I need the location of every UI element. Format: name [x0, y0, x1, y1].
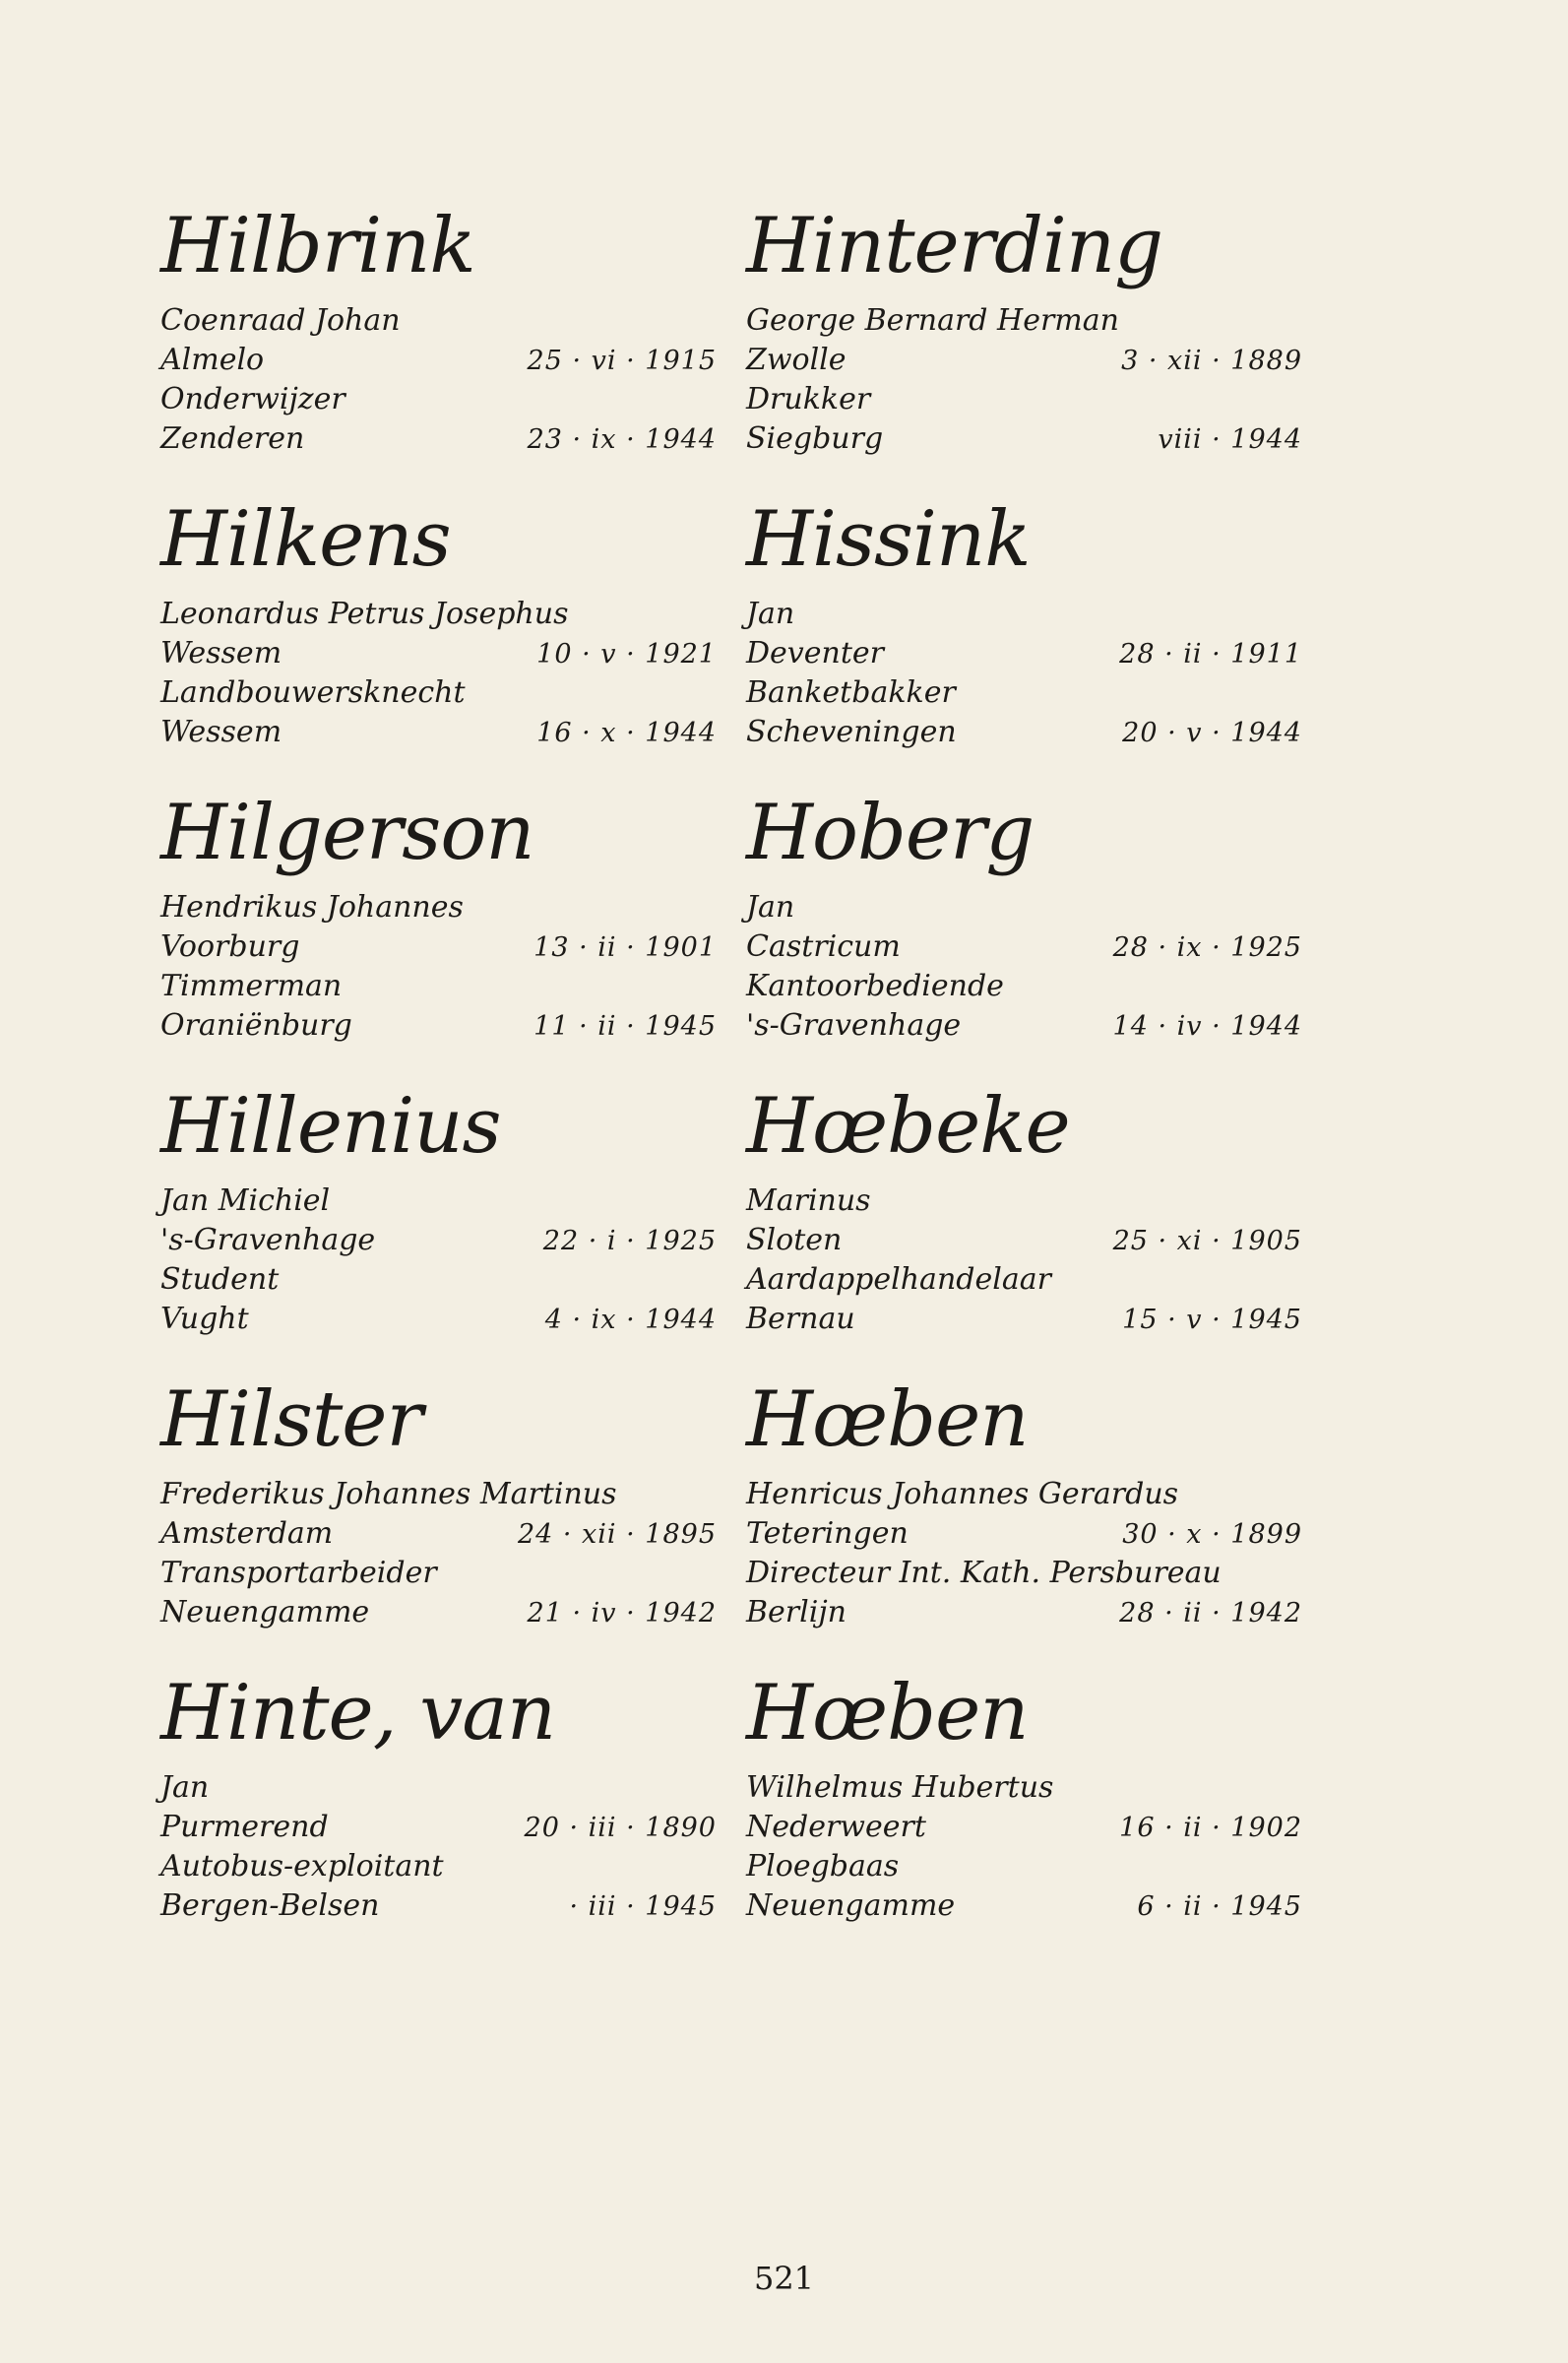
detail-text: Vught — [160, 1302, 249, 1336]
detail-line — [160, 1262, 717, 1302]
detail-line — [160, 1810, 717, 1849]
detail-line — [160, 303, 717, 343]
person-details — [746, 1183, 1302, 1341]
detail-date: 4 · ix · 1944 — [544, 1305, 717, 1335]
detail-line — [746, 1770, 1302, 1810]
detail-line — [160, 1223, 717, 1262]
detail-line — [746, 1810, 1302, 1849]
surname-heading: Hilkens — [160, 495, 451, 584]
detail-line — [746, 636, 1302, 675]
detail-date: 10 · v · 1921 — [536, 639, 717, 670]
detail-date: 3 · xii · 1889 — [1121, 346, 1302, 376]
detail-text: Bernau — [746, 1302, 855, 1336]
person-entry — [746, 784, 1302, 1077]
detail-text: Jan — [160, 1770, 210, 1805]
detail-text: Banketbakker — [746, 675, 956, 710]
detail-text: Teteringen — [746, 1516, 909, 1551]
detail-text: Coenraad Johan — [160, 303, 401, 338]
detail-date: 20 · iii · 1890 — [524, 1813, 717, 1843]
detail-line — [160, 890, 717, 929]
detail-date: 24 · xii · 1895 — [517, 1519, 717, 1550]
detail-line — [746, 1302, 1302, 1341]
person-entry — [746, 490, 1302, 784]
person-details — [746, 597, 1302, 754]
detail-date: 25 · xi · 1905 — [1112, 1226, 1302, 1256]
surname-heading: Hilbrink — [160, 202, 475, 290]
person-details — [160, 303, 717, 461]
detail-line — [160, 1595, 717, 1634]
detail-date: 6 · ii · 1945 — [1137, 1891, 1302, 1922]
person-details — [746, 890, 1302, 1048]
surname-heading: Hinte, van — [160, 1669, 556, 1757]
detail-date: 11 · ii · 1945 — [533, 1011, 717, 1042]
detail-date: 28 · ii · 1911 — [1119, 639, 1302, 670]
detail-line — [160, 1556, 717, 1595]
detail-text: Siegburg — [746, 421, 884, 456]
detail-text: Jan Michiel — [160, 1183, 331, 1218]
detail-date: 14 · iv · 1944 — [1112, 1011, 1302, 1042]
detail-line — [746, 1849, 1302, 1888]
detail-date: · iii · 1945 — [569, 1891, 717, 1922]
person-entry — [746, 1077, 1302, 1371]
detail-text: Oraniënburg — [160, 1008, 352, 1043]
detail-text: Nederweert — [746, 1810, 926, 1844]
detail-date: 15 · v · 1945 — [1122, 1305, 1302, 1335]
detail-line — [746, 675, 1302, 715]
detail-line — [160, 675, 717, 715]
detail-line — [746, 303, 1302, 343]
detail-text: 's-Gravenhage — [160, 1223, 376, 1257]
detail-line — [160, 1888, 717, 1928]
detail-line — [746, 1477, 1302, 1516]
detail-date: viii · 1944 — [1158, 424, 1302, 455]
detail-text: Onderwijzer — [160, 382, 345, 416]
detail-line — [746, 890, 1302, 929]
detail-text: Neuengamme — [746, 1888, 956, 1923]
detail-text: Aardappelhandelaar — [746, 1262, 1051, 1297]
person-entry — [746, 1664, 1302, 1957]
surname-heading: Hœbeke — [746, 1082, 1070, 1171]
detail-date: 20 · v · 1944 — [1122, 718, 1302, 748]
detail-line — [160, 1183, 717, 1223]
detail-line — [160, 969, 717, 1008]
person-details — [746, 303, 1302, 461]
surname-heading: Hillenius — [160, 1082, 501, 1171]
detail-line — [160, 382, 717, 421]
person-details — [160, 1770, 717, 1928]
detail-line — [746, 1183, 1302, 1223]
person-entry — [746, 197, 1302, 490]
person-details — [160, 1183, 717, 1341]
person-details — [160, 890, 717, 1048]
detail-text: Leonardus Petrus Josephus — [160, 597, 569, 631]
detail-line — [746, 1556, 1302, 1595]
person-entry — [746, 1371, 1302, 1664]
person-details — [160, 597, 717, 754]
person-entry — [160, 197, 717, 490]
detail-date: 16 · x · 1944 — [536, 718, 717, 748]
detail-text: Henricus Johannes Gerardus — [746, 1477, 1179, 1511]
detail-text: Amsterdam — [160, 1516, 334, 1551]
detail-text: Jan — [746, 890, 795, 925]
detail-text: Zwolle — [746, 343, 847, 377]
detail-date: 22 · i · 1925 — [542, 1226, 717, 1256]
detail-text: Bergen-Belsen — [160, 1888, 380, 1923]
detail-line — [746, 343, 1302, 382]
detail-line — [746, 1888, 1302, 1928]
detail-text: Frederikus Johannes Martinus — [160, 1477, 617, 1511]
detail-text: Almelo — [160, 343, 265, 377]
detail-line — [746, 597, 1302, 636]
detail-line — [746, 969, 1302, 1008]
detail-line — [160, 715, 717, 754]
page-number: 521 — [753, 2260, 815, 2297]
detail-text: George Bernard Herman — [746, 303, 1119, 338]
detail-text: Directeur Int. Kath. Persbureau — [746, 1556, 1222, 1590]
person-entry — [160, 490, 717, 784]
detail-date: 13 · ii · 1901 — [533, 932, 717, 963]
detail-line — [160, 1849, 717, 1888]
detail-line — [160, 597, 717, 636]
detail-line — [160, 1477, 717, 1516]
person-entry — [160, 784, 717, 1077]
detail-date: 25 · vi · 1915 — [527, 346, 717, 376]
detail-line — [160, 1302, 717, 1341]
person-details — [746, 1477, 1302, 1634]
detail-text: Transportarbeider — [160, 1556, 437, 1590]
detail-line — [746, 382, 1302, 421]
detail-line — [746, 1223, 1302, 1262]
detail-line — [160, 636, 717, 675]
person-details — [160, 1477, 717, 1634]
detail-text: Wessem — [160, 715, 282, 749]
detail-text: Neuengamme — [160, 1595, 370, 1629]
detail-text: Marinus — [746, 1183, 871, 1218]
detail-line — [160, 1770, 717, 1810]
detail-line — [746, 929, 1302, 969]
detail-text: Wilhelmus Hubertus — [746, 1770, 1054, 1805]
detail-date: 23 · ix · 1944 — [527, 424, 717, 455]
detail-text: Drukker — [746, 382, 871, 416]
detail-text: Scheveningen — [746, 715, 957, 749]
surname-heading: Hissink — [746, 495, 1031, 584]
detail-text: Kantoorbediende — [746, 969, 1004, 1003]
detail-line — [746, 1262, 1302, 1302]
person-entry — [160, 1664, 717, 1957]
detail-text: Landbouwersknecht — [160, 675, 466, 710]
surname-heading: Hilster — [160, 1375, 422, 1464]
right-column — [746, 197, 1302, 1957]
person-entry — [160, 1077, 717, 1371]
detail-line — [160, 929, 717, 969]
surname-heading: Hœben — [746, 1375, 1029, 1464]
left-column — [160, 197, 717, 1957]
surname-heading: Hœben — [746, 1669, 1029, 1757]
person-details — [746, 1770, 1302, 1928]
detail-line — [746, 715, 1302, 754]
detail-text: Deventer — [746, 636, 884, 671]
detail-text: 's-Gravenhage — [746, 1008, 962, 1043]
detail-line — [160, 1008, 717, 1048]
detail-line — [160, 1516, 717, 1556]
surname-heading: Hilgerson — [160, 789, 534, 877]
detail-text: Zenderen — [160, 421, 305, 456]
detail-text: Voorburg — [160, 929, 300, 964]
detail-line — [746, 421, 1302, 461]
detail-line — [746, 1595, 1302, 1634]
detail-text: Wessem — [160, 636, 282, 671]
surname-heading: Hinterding — [746, 202, 1163, 290]
detail-text: Hendrikus Johannes — [160, 890, 464, 925]
detail-text: Castricum — [746, 929, 901, 964]
detail-text: Autobus-exploitant — [160, 1849, 444, 1884]
detail-text: Student — [160, 1262, 280, 1297]
detail-date: 30 · x · 1899 — [1122, 1519, 1302, 1550]
person-entry — [160, 1371, 717, 1664]
detail-text: Timmerman — [160, 969, 343, 1003]
detail-date: 16 · ii · 1902 — [1119, 1813, 1302, 1843]
detail-text: Jan — [746, 597, 795, 631]
detail-line — [746, 1516, 1302, 1556]
detail-line — [160, 421, 717, 461]
detail-text: Purmerend — [160, 1810, 329, 1844]
detail-line — [160, 343, 717, 382]
detail-text: Berlijn — [746, 1595, 847, 1629]
surname-heading: Hoberg — [746, 789, 1035, 877]
detail-date: 28 · ii · 1942 — [1119, 1598, 1302, 1629]
detail-line — [746, 1008, 1302, 1048]
detail-text: Sloten — [746, 1223, 843, 1257]
detail-date: 21 · iv · 1942 — [527, 1598, 717, 1629]
detail-date: 28 · ix · 1925 — [1112, 932, 1302, 963]
detail-text: Ploegbaas — [746, 1849, 900, 1884]
